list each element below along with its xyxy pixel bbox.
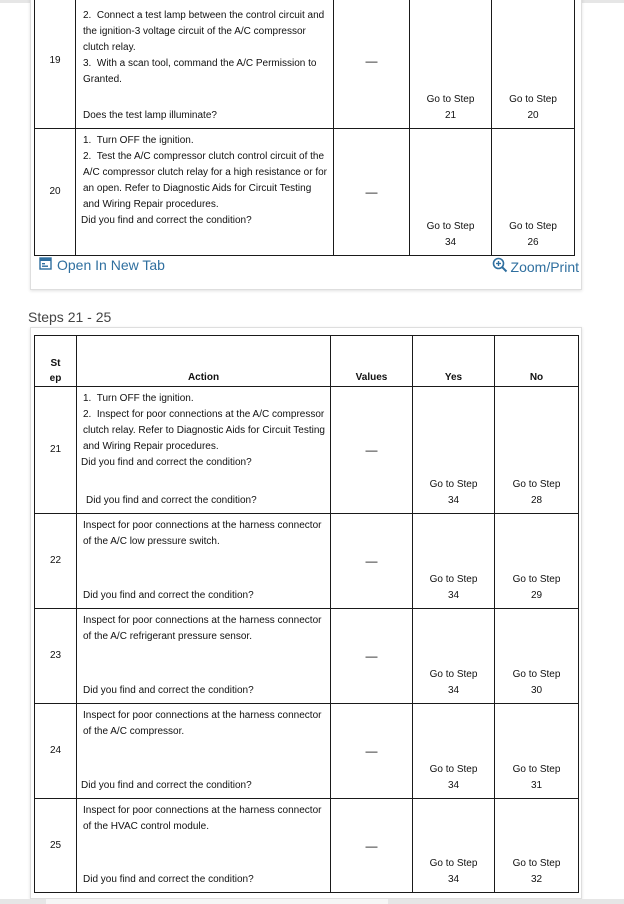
action-line: Inspect for poor connections at the harness connector of the A/C compressor.	[83, 710, 322, 737]
open-new-tab-icon	[39, 257, 52, 273]
table-row	[35, 387, 579, 514]
action-line: 2. Connect a test lamp between the control circuit and the ignition-3 voltage circuit of the A/C compressor clutch relay.	[83, 10, 325, 53]
yes-cell[interactable]	[413, 704, 495, 799]
action-cell	[76, 0, 334, 129]
value-cell: —	[331, 704, 413, 799]
action-line: 1. Turn OFF the ignition.	[83, 393, 194, 404]
go-to-step-number: 26	[527, 237, 539, 248]
no-cell[interactable]	[495, 799, 579, 893]
go-to-step-number: 31	[530, 780, 543, 791]
action-line: Did you find and correct the condition?	[81, 215, 252, 226]
go-to-label: Go to Step	[426, 94, 475, 105]
action-line: 1. Turn OFF the ignition.	[83, 135, 194, 146]
section-title: Steps 21 - 25	[28, 309, 112, 325]
table-row	[35, 129, 575, 256]
go-to-label: Go to Step	[509, 221, 557, 232]
table-header-row	[35, 336, 579, 387]
go-to-step-number: 34	[447, 590, 460, 601]
step-number: 24	[35, 704, 77, 799]
go-to-label: Go to Step	[509, 94, 557, 105]
go-to-step-number: 30	[530, 685, 543, 696]
go-to-step-number: 28	[530, 495, 543, 506]
bottom-scroll-area	[0, 899, 624, 904]
yes-cell[interactable]	[413, 609, 495, 704]
column-header-yes: Yes	[413, 336, 495, 387]
card-links	[39, 257, 579, 277]
value-cell: —	[331, 799, 413, 893]
go-to-step-number: 34	[447, 874, 460, 885]
action-line: 2. Inspect for poor connections at the A/C compressor clutch relay. Refer to Diagnostic Aids for Circuit Testing and Wiring Repair procedures.	[83, 409, 325, 452]
value-cell: —	[331, 609, 413, 704]
action-question: Did you find and correct the condition?	[83, 685, 254, 696]
go-to-step-number: 34	[444, 237, 457, 248]
no-cell[interactable]	[495, 387, 579, 514]
zoom-print-link[interactable]	[492, 257, 579, 276]
value-cell: —	[331, 514, 413, 609]
no-cell[interactable]	[492, 0, 575, 129]
step-number: 19	[35, 0, 76, 129]
action-question: Does the test lamp illuminate?	[83, 110, 217, 121]
go-to-label: Go to Step	[429, 669, 478, 680]
step-number: 21	[35, 387, 77, 514]
go-to-step-number: 29	[530, 590, 543, 601]
step-number: 20	[35, 129, 76, 256]
column-header-action: Action	[77, 336, 331, 387]
action-line: Inspect for poor connections at the harness connector of the A/C refrigerant pressure sensor.	[83, 615, 322, 642]
go-to-step-number: 34	[447, 685, 460, 696]
yes-cell[interactable]	[413, 799, 495, 893]
step-number: 23	[35, 609, 77, 704]
table-row	[35, 0, 575, 129]
action-line: 3. With a scan tool, command the A/C Permission to Granted.	[83, 58, 317, 85]
steps-card-21-25	[30, 327, 582, 899]
go-to-step-number: 34	[447, 495, 460, 506]
go-to-label: Go to Step	[429, 479, 478, 490]
step-number: 25	[35, 799, 77, 893]
action-line: Did you find and correct the condition?	[81, 457, 252, 468]
go-to-label: Go to Step	[429, 574, 478, 585]
go-to-step-number: 20	[527, 110, 539, 121]
column-header-step: St ep	[35, 336, 77, 387]
action-cell	[77, 704, 331, 799]
yes-cell[interactable]	[410, 129, 492, 256]
step-number: 22	[35, 514, 77, 609]
table-row	[35, 514, 579, 609]
column-header-no: No	[495, 336, 579, 387]
go-to-label: Go to Step	[512, 669, 561, 680]
go-to-step-number: 32	[530, 874, 543, 885]
action-cell	[77, 799, 331, 893]
action-cell	[77, 609, 331, 704]
action-question: Did you find and correct the condition?	[81, 780, 252, 791]
action-cell	[77, 387, 331, 514]
table-row	[35, 704, 579, 799]
action-line: Inspect for poor connections at the harness connector of the HVAC control module.	[83, 805, 322, 832]
go-to-label: Go to Step	[512, 574, 561, 585]
action-question: Did you find and correct the condition?	[83, 590, 254, 601]
go-to-label: Go to Step	[426, 221, 475, 232]
go-to-label: Go to Step	[429, 764, 478, 775]
table-row	[35, 799, 579, 893]
action-cell	[76, 129, 334, 256]
open-in-new-tab-link[interactable]	[39, 257, 165, 273]
no-cell[interactable]	[495, 609, 579, 704]
go-to-label: Go to Step	[512, 479, 561, 490]
no-cell[interactable]	[495, 704, 579, 799]
value-cell: —	[334, 0, 410, 129]
action-cell	[77, 514, 331, 609]
steps-table-previous	[34, 0, 575, 256]
go-to-step-number: 34	[447, 780, 460, 791]
steps-card-previous	[30, 0, 582, 290]
open-in-new-tab-label: Open In New Tab	[57, 257, 165, 273]
zoom-print-label: Zoom/Print	[510, 258, 579, 275]
action-line: Inspect for poor connections at the harness connector of the A/C low pressure switch.	[83, 520, 322, 547]
value-cell: —	[334, 129, 410, 256]
action-line: 2. Test the A/C compressor clutch control circuit of the A/C compressor clutch relay for a high resistance or for an open. Refer to Diagnostic Aids for Circuit Testing and Wiring Repair procedures.	[83, 151, 327, 210]
go-to-label: Go to Step	[512, 858, 561, 869]
value-cell: —	[331, 387, 413, 514]
column-header-values: Values	[331, 336, 413, 387]
go-to-label: Go to Step	[512, 764, 561, 775]
steps-table-21-25	[34, 335, 579, 893]
action-question: Did you find and correct the condition?	[83, 874, 254, 885]
go-to-step-number: 21	[444, 110, 457, 121]
action-question: Did you find and correct the condition?	[86, 495, 257, 506]
yes-cell[interactable]	[410, 0, 492, 129]
bottom-scroll-segment	[46, 899, 388, 904]
yes-cell[interactable]	[413, 514, 495, 609]
zoom-in-icon	[492, 257, 508, 276]
no-cell[interactable]	[495, 514, 579, 609]
table-row	[35, 609, 579, 704]
yes-cell[interactable]	[413, 387, 495, 514]
no-cell[interactable]	[492, 129, 575, 256]
go-to-label: Go to Step	[429, 858, 478, 869]
